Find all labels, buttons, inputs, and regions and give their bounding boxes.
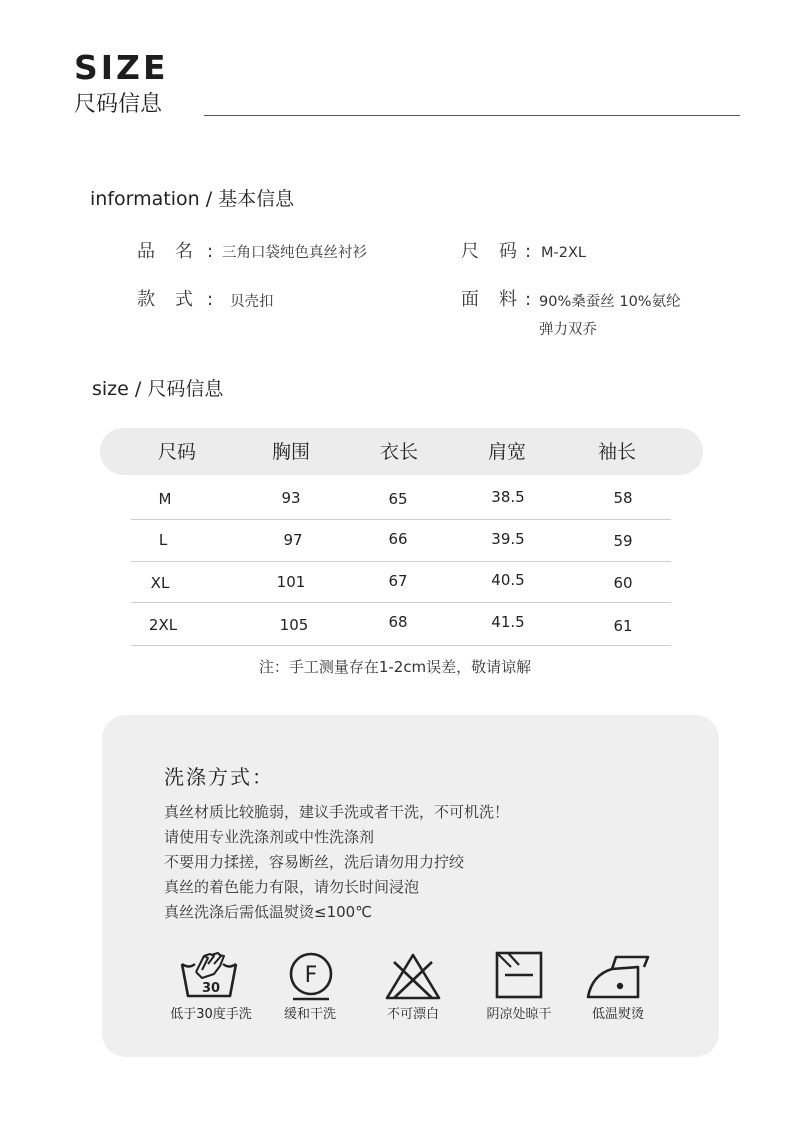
care-title: 洗涤方式： (164, 765, 274, 789)
page-title: SIZE (74, 48, 169, 87)
table-cell: 2XL (148, 616, 178, 634)
column-header-chest: 胸围 (271, 441, 310, 463)
fabric-value-line2: 弹力双乔 (539, 322, 597, 338)
table-cell: 68 (388, 613, 408, 631)
dry-clean-caption: 缓和干洗 (283, 1007, 336, 1022)
table-cell: L (158, 531, 168, 549)
dry-clean-icon (286, 952, 336, 1002)
product-name-colon: : (207, 241, 215, 262)
table-row-divider (131, 645, 671, 646)
care-line: 真丝的着色能力有限，请勿长时间浸泡 (164, 878, 420, 896)
table-cell: 59 (613, 532, 633, 550)
low-iron-icon (586, 953, 652, 999)
hand-wash-icon (180, 950, 238, 1000)
size-range-label: 尺 码 (461, 241, 518, 262)
dry-clean-letter: F (304, 963, 318, 988)
table-cell: 40.5 (491, 571, 525, 589)
care-line: 真丝材质比较脆弱，建议手洗或者干洗，不可机洗！ (164, 803, 510, 821)
hand-wash-caption: 低于30度手洗 (170, 1007, 252, 1022)
low-iron-caption: 低温熨烫 (591, 1007, 644, 1022)
measurement-note: 注：手工测量存在1-2cm误差，敬请谅解 (258, 658, 532, 676)
table-cell: 38.5 (491, 488, 525, 506)
no-bleach-icon (384, 952, 442, 1000)
table-cell: XL (150, 574, 170, 592)
style-label: 款 式 (137, 289, 194, 310)
size-range-colon: : (525, 241, 533, 262)
table-row-divider (131, 561, 671, 562)
table-cell: 61 (613, 617, 633, 635)
table-cell: 60 (613, 574, 633, 592)
care-line: 真丝洗涤后需低温熨烫≤100℃ (164, 903, 373, 921)
column-header-sleeve: 袖长 (597, 441, 636, 463)
fabric-colon: : (525, 289, 533, 310)
table-cell: M (158, 490, 172, 508)
table-cell: 93 (281, 489, 301, 507)
fabric-value: 90%桑蚕丝 10%氨纶 (539, 294, 681, 310)
care-line: 请使用专业洗涤剂或中性洗涤剂 (164, 828, 375, 846)
product-name-value: 三角口袋纯色真丝衬衫 (222, 245, 367, 261)
care-line: 不要用力揉搓，容易断丝，洗后请勿用力拧绞 (164, 853, 465, 871)
size-section-title: size / 尺码信息 (92, 378, 224, 400)
header-divider (204, 115, 740, 116)
table-cell: 58 (613, 489, 633, 507)
table-row-divider (131, 519, 671, 520)
fabric-label: 面 料 (461, 289, 518, 310)
hand-wash-temperature: 30 (202, 981, 221, 996)
page-subtitle: 尺码信息 (74, 92, 163, 117)
column-header-shoulder: 肩宽 (487, 441, 526, 463)
table-cell: 97 (283, 531, 303, 549)
table-cell: 67 (388, 572, 408, 590)
table-row-divider (131, 602, 671, 603)
column-header-size: 尺码 (157, 441, 196, 463)
no-bleach-caption: 不可漂白 (386, 1007, 439, 1022)
style-colon: : (207, 289, 215, 310)
table-cell: 101 (276, 573, 306, 591)
size-range-value: M-2XL (541, 245, 586, 261)
style-value: 贝壳扣 (230, 294, 274, 310)
table-cell: 65 (388, 490, 408, 508)
table-cell: 41.5 (491, 613, 525, 631)
product-name-label: 品 名 (137, 241, 194, 262)
table-cell: 39.5 (491, 530, 525, 548)
table-cell: 105 (279, 616, 309, 634)
shade-dry-icon (495, 951, 543, 999)
information-section-title: information / 基本信息 (90, 188, 295, 210)
column-header-length: 衣长 (379, 441, 418, 463)
table-cell: 66 (388, 530, 408, 548)
shade-dry-caption: 阴凉处晾干 (486, 1007, 552, 1022)
